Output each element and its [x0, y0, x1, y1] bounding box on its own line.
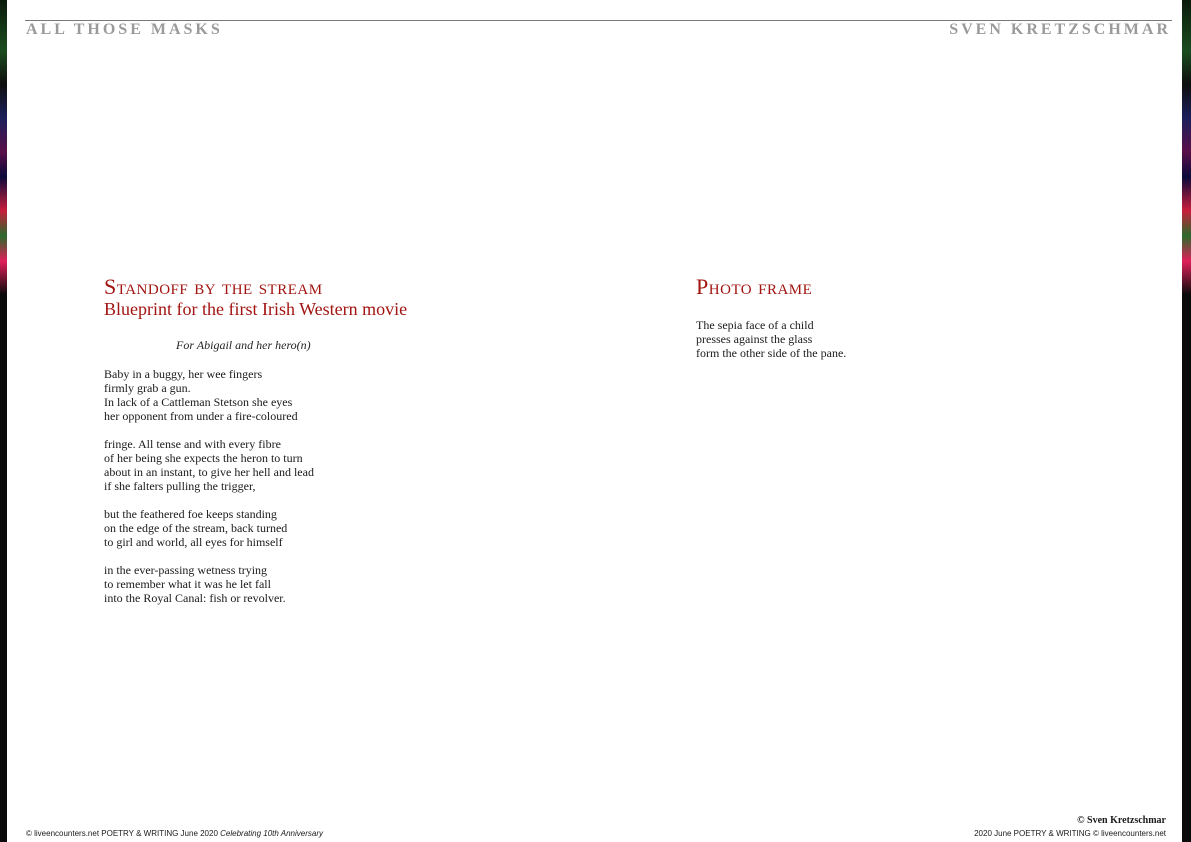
- footer-copyright: © Sven Kretzschmar: [1077, 815, 1166, 826]
- footer-left-italic: Celebrating 10th Anniversary: [220, 829, 324, 838]
- left-decorative-border: [0, 0, 7, 842]
- footer-right: [974, 815, 1166, 838]
- poem-line: presses against the glass: [696, 332, 813, 346]
- poem-standoff: [104, 276, 407, 619]
- poem-line: to girl and world, all eyes for himself: [104, 534, 283, 549]
- poem-line: In lack of a Cattleman Stetson she eyes: [104, 394, 293, 409]
- magazine-spread: [7, 0, 1182, 842]
- footer-credit: 2020 June POETRY & WRITING © liveencounters.net: [974, 829, 1166, 838]
- stanza: [104, 437, 407, 493]
- poem-line: her opponent from under a fire-coloured: [104, 408, 298, 423]
- poem-line: firmly grab a gun.: [104, 380, 191, 395]
- poem-line: if she falters pulling the trigger,: [104, 478, 256, 493]
- poem-line: to remember what it was he let fall: [104, 576, 271, 591]
- poem-line: of her being she expects the heron to turn: [104, 450, 303, 465]
- running-head-title: ALL THOSE MASKS: [26, 21, 223, 38]
- poem-line: The sepia face of a child: [696, 318, 814, 332]
- footer-left-text: © liveencounters.net POETRY & WRITING June 2020: [26, 829, 221, 838]
- poem-title: Photo frame: [696, 274, 813, 299]
- poem-line: Baby in a buggy, her wee fingers: [104, 366, 263, 381]
- poem-line: in the ever-passing wetness trying: [104, 562, 268, 577]
- poem-photo-frame: [696, 276, 846, 374]
- poem-body: [696, 318, 846, 360]
- stanza: [104, 367, 407, 423]
- right-decorative-border: [1182, 0, 1191, 842]
- stanza: [104, 507, 407, 549]
- poem-title: Standoff by the stream: [104, 274, 323, 299]
- poem-line: on the edge of the stream, back turned: [104, 520, 288, 535]
- stanza: [696, 318, 846, 360]
- poem-line: but the feathered foe keeps standing: [104, 506, 277, 521]
- poem-line: fringe. All tense and with every fibre: [104, 436, 281, 451]
- footer-left: [26, 829, 323, 838]
- poem-line: about in an instant, to give her hell and lead: [104, 464, 314, 479]
- poem-body: [104, 367, 407, 605]
- running-head-author: SVEN KRETZSCHMAR: [949, 21, 1171, 38]
- poem-dedication: For Abigail and her hero(n): [176, 337, 311, 352]
- poem-line: form the other side of the pane.: [696, 346, 847, 360]
- stanza: [104, 563, 407, 605]
- poem-line: into the Royal Canal: fish or revolver.: [104, 590, 286, 605]
- poem-subtitle: Blueprint for the first Irish Western movie: [104, 299, 408, 319]
